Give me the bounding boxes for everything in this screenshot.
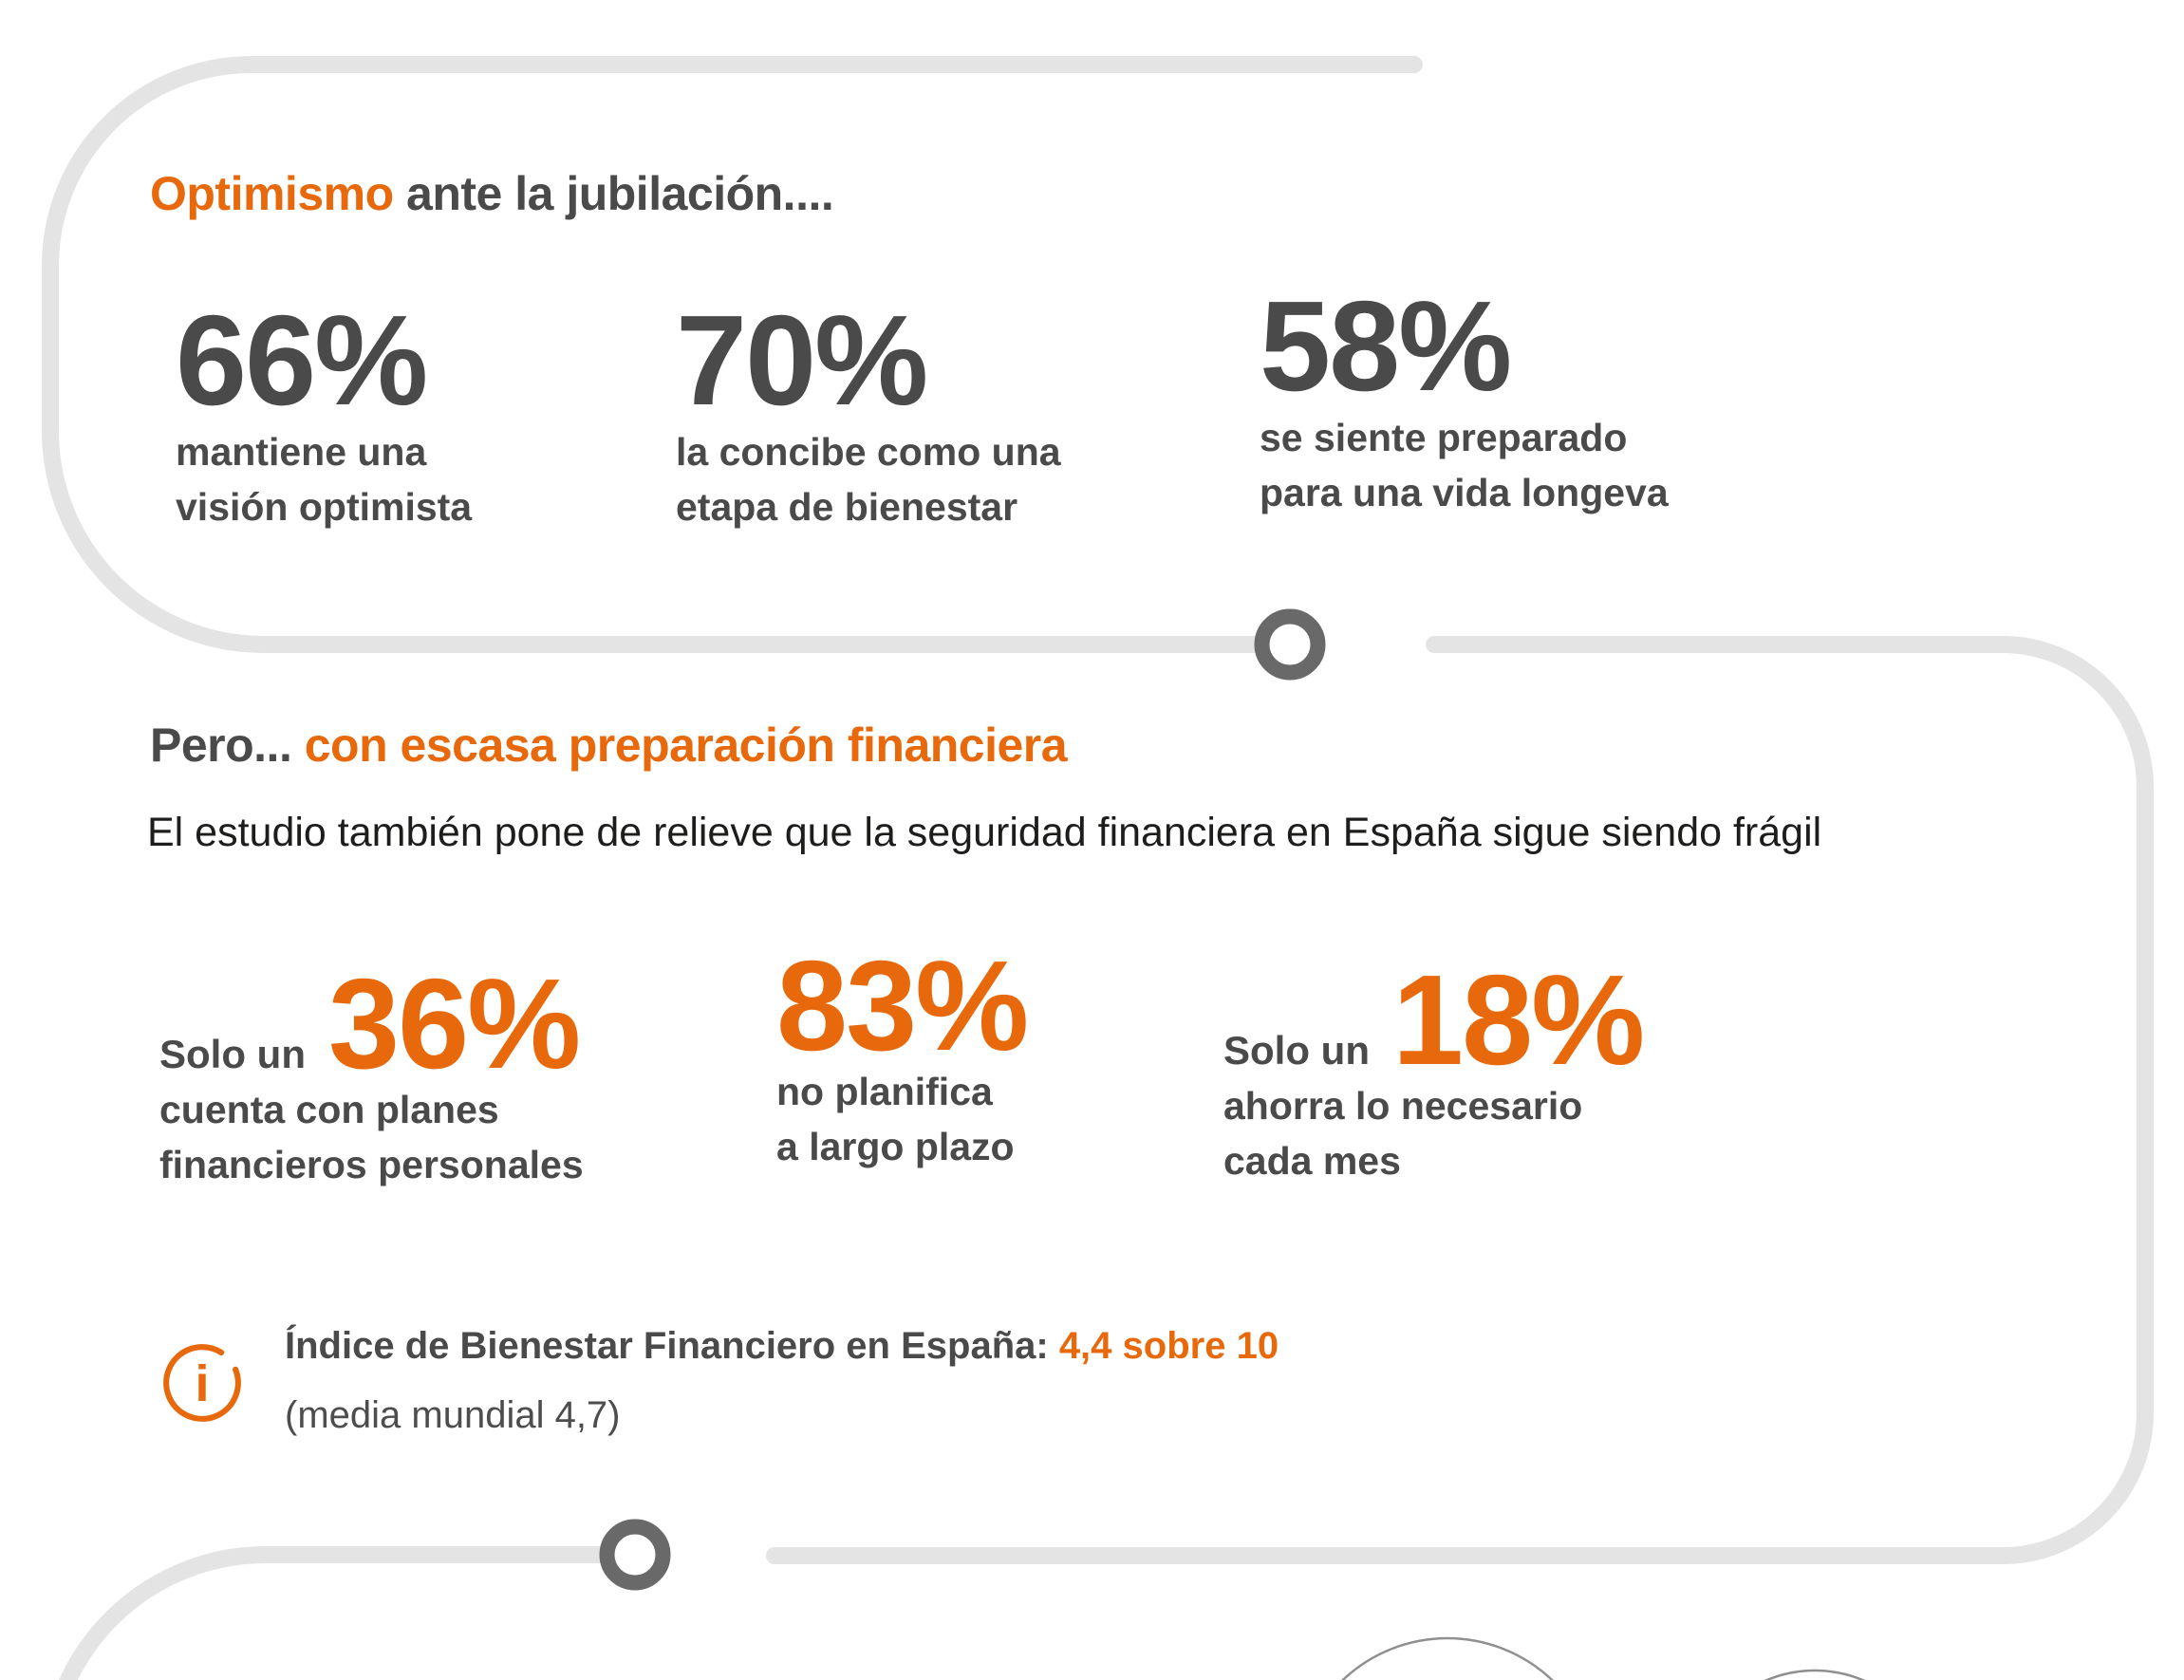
wellbeing-index-label: Índice de Bienestar Financiero en España: <box>285 1325 1059 1367</box>
stat-value: 58% <box>1260 274 1511 418</box>
stat-value: 36% <box>327 952 580 1095</box>
title-prefix: Pero... <box>150 719 292 772</box>
stat-label-line: visión optimista <box>176 485 473 529</box>
stat-optimist-view <box>176 289 473 534</box>
stat-label <box>676 424 1061 534</box>
stat-label-line: mantiene una <box>176 430 427 474</box>
section-preparation-title <box>150 716 1067 775</box>
info-icon <box>160 1341 244 1425</box>
stat-top <box>776 934 1028 1077</box>
stat-value: 18% <box>1391 948 1644 1092</box>
stat-label <box>176 424 472 534</box>
stat-label-line: para una vida longeva <box>1260 471 1669 514</box>
stat-label-line: no planifica <box>776 1070 993 1113</box>
stat-label <box>1260 410 1669 520</box>
stat-monthly-savings <box>1223 948 1644 1188</box>
wellbeing-index-value: 4,4 sobre 10 <box>1058 1325 1279 1367</box>
stat-label-line: se siente preparado <box>1260 416 1628 459</box>
stat-label <box>1223 1078 1643 1188</box>
timeline-segment-bottom <box>47 1555 608 1680</box>
stat-label-line: financieros personales <box>159 1143 584 1186</box>
stat-top <box>159 952 584 1095</box>
title-highlight: con escasa preparación financiera <box>291 719 1068 772</box>
wellbeing-index-world-average: (media mundial 4,7) <box>285 1394 621 1436</box>
stat-label-line: cuenta con planes <box>159 1088 499 1131</box>
decorative-circle-large <box>1296 1638 1599 1680</box>
title-highlight: Optimismo <box>150 167 394 220</box>
title-rest: ante la jubilación.... <box>393 167 834 220</box>
stat-top <box>1223 948 1644 1092</box>
stat-label-line: ahorra lo necesario <box>1223 1084 1583 1128</box>
stat-value: 70% <box>676 289 927 432</box>
wellbeing-index-line <box>285 1323 1279 1369</box>
stat-label-line: a largo plazo <box>776 1125 1015 1168</box>
stat-personal-plans <box>159 952 584 1192</box>
stat-label-line: cada mes <box>1223 1139 1401 1183</box>
stat-label-line: etapa de bienestar <box>676 485 1018 529</box>
stat-value: 66% <box>176 289 427 432</box>
info-icon-glyph: i <box>195 1355 210 1412</box>
stat-label-line: la concibe como una <box>676 430 1061 474</box>
stat-value: 83% <box>776 934 1028 1077</box>
stat-wellbeing-stage <box>676 289 1061 534</box>
stat-no-longterm-planning <box>776 934 1028 1174</box>
decorative-circle-small <box>1689 1671 1940 1680</box>
section-optimism-title <box>150 164 833 224</box>
connector-ring-1 <box>1262 617 1318 673</box>
stat-longevity-ready <box>1260 274 1669 520</box>
stat-label <box>159 1082 584 1192</box>
stat-prefix: Solo un <box>159 1032 306 1076</box>
connector-ring-2 <box>607 1527 663 1583</box>
section-preparation-subtitle: El estudio también pone de relieve que la seguridad financiera en España sigue siendo frágil <box>147 810 1822 855</box>
stat-prefix: Solo un <box>1223 1028 1370 1073</box>
stat-label <box>776 1064 1027 1174</box>
